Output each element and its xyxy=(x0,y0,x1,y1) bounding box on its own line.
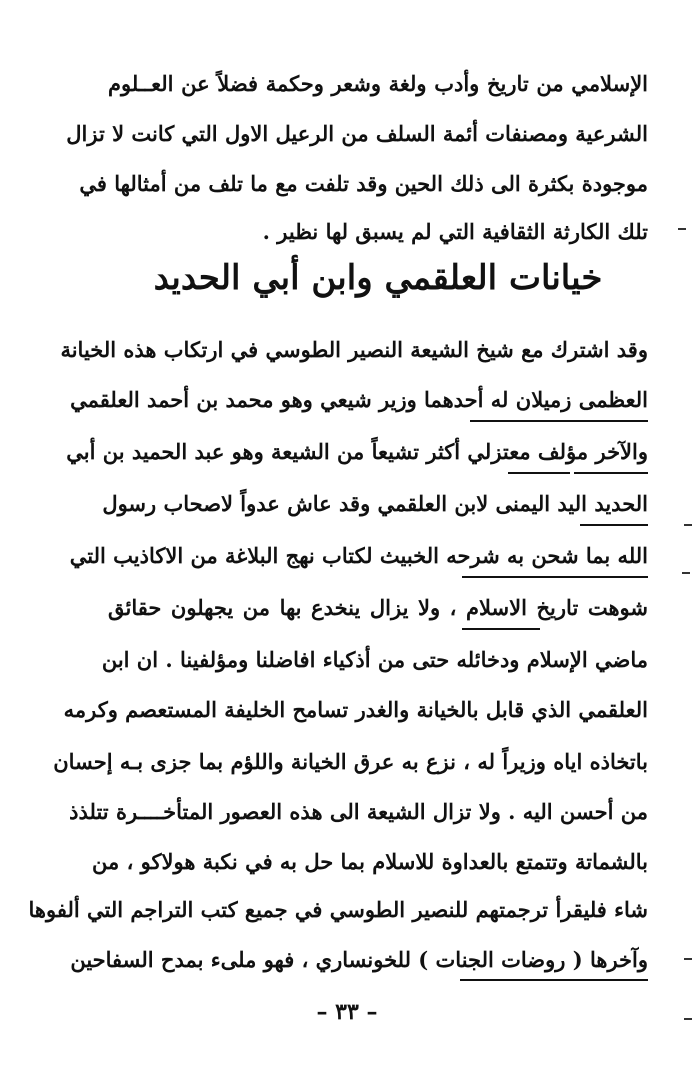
underline-mark xyxy=(508,472,570,474)
text-line: من أحسن اليه . ولا تزال الشيعة الى هذه العصور المتأخــــرة تتلذذ xyxy=(69,799,648,824)
text-line: الشرعية ومصنفات أئمة السلف من الرعيل الاول التي كانت لا تزال xyxy=(66,121,648,146)
scan-mark xyxy=(684,524,692,526)
text-line: وقد اشترك مع شيخ الشيعة النصير الطوسي في ارتكاب هذه الخيانة xyxy=(60,337,648,362)
scan-mark xyxy=(682,572,690,574)
text-line: ماضي الإسلام ودخائله حتى من أذكياء افاضلنا ومؤلفينا . ان ابن xyxy=(101,647,648,672)
text-line: شاء فليقرأ ترجمتهم للنصير الطوسي في جميع كتب التراجم التي ألفوها xyxy=(28,897,648,922)
underline-mark xyxy=(462,628,540,630)
text-line: شوهت تاريخ الاسلام ، ولا يزال ينخدع بها من يجهلون حقائق xyxy=(108,595,648,620)
text-line: وآخرها ( روضات الجنات ) للخونساري ، فهو ملىء بمدح السفاحين xyxy=(70,947,648,972)
text-line: والآخر مؤلف معتزلي أكثر تشيعاً من الشيعة وهو عبد الحميد بن أبي xyxy=(66,439,648,464)
text-line: تلك الكارثة الثقافية التي لم يسبق لها نظير . xyxy=(262,219,648,244)
text-line: الإسلامي من تاريخ وأدب ولغة وشعر وحكمة فضلاً عن العــلوم xyxy=(108,71,648,96)
page-number: – ٣٣ – xyxy=(316,999,378,1025)
scan-mark xyxy=(678,228,686,230)
text-line: العلقمي الذي قابل بالخيانة والغدر تسامح الخليفة المستعصم وكرمه xyxy=(63,697,648,722)
underline-mark xyxy=(462,576,648,578)
section-heading: خيانات العلقمي وابن أبي الحديد xyxy=(153,258,603,298)
text-line: موجودة بكثرة الى ذلك الحين وقد تلفت مع ما تلف من أمثالها في xyxy=(79,171,648,196)
text-line: بالشماتة وتتمتع بالعداوة للاسلام بما حل به في نكبة هولاكو ، من xyxy=(92,849,648,874)
text-line: العظمى زميلان له أحدهما وزير شيعي وهو محمد بن أحمد العلقمي xyxy=(70,387,648,412)
underline-mark xyxy=(460,979,648,981)
underline-mark xyxy=(574,472,648,474)
underline-mark xyxy=(470,420,648,422)
text-line: باتخاذه اياه وزيراً له ، نزع به عرق الخيانة واللؤم بما جزى بـه إحسان xyxy=(53,749,648,774)
text-line: الله بما شحن به شرحه الخبيث لكتاب نهج البلاغة من الاكاذيب التي xyxy=(69,543,648,568)
underline-mark xyxy=(580,524,648,526)
scan-mark xyxy=(684,958,692,960)
text-line: الحديد اليد اليمنى لابن العلقمي وقد عاش عدواً لاصحاب رسول xyxy=(102,491,648,516)
